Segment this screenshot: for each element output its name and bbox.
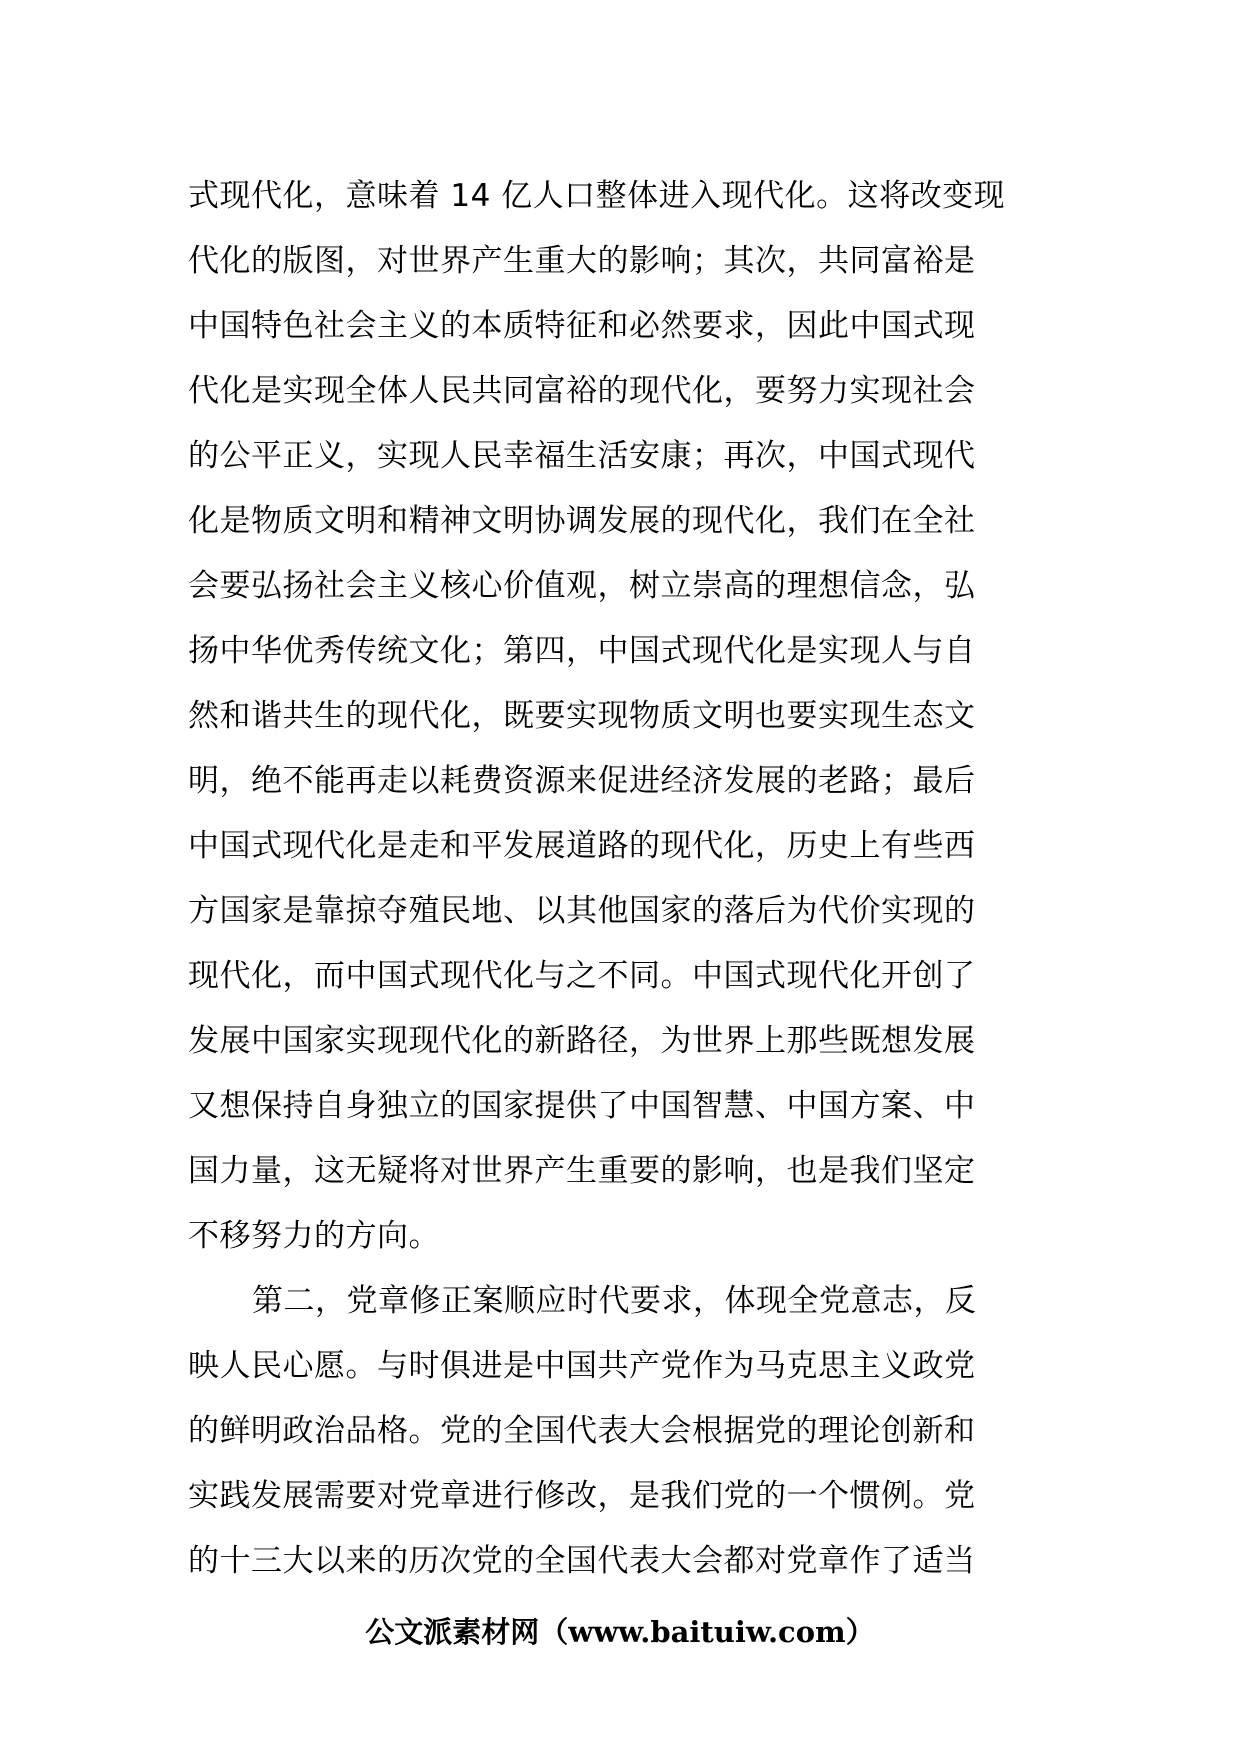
text-line: 明，绝不能再走以耗费资源来促进经济发展的老路；最后 (188, 763, 976, 799)
text-line: 代化是实现全体人民共同富裕的现代化，要努力实现社会 (188, 373, 976, 409)
text-line: 的十三大以来的历次党的全国代表大会都对党章作了适当 (188, 1543, 976, 1579)
text-line: 方国家是靠掠夺殖民地、以其他国家的落后为代价实现的 (188, 893, 976, 929)
text-line: 的公平正义，实现人民幸福生活安康；再次，中国式现代 (188, 438, 976, 474)
text-line: 国力量，这无疑将对世界产生重要的影响，也是我们坚定 (188, 1153, 976, 1189)
text-line: 又想保持自身独立的国家提供了中国智慧、中国方案、中 (188, 1088, 976, 1124)
text-line: 发展中国家实现现代化的新路径，为世界上那些既想发展 (188, 1023, 976, 1059)
body-text (188, 164, 1058, 1594)
paragraph-start-line: 第二，党章修正案顺应时代要求，体现全党意志，反 (252, 1283, 977, 1319)
site-footer: 公文派素材网（www.baituiw.com） (365, 1615, 875, 1649)
text-line: 化是物质文明和精神文明协调发展的现代化，我们在全社 (188, 503, 976, 539)
text-line: 中国特色社会主义的本质特征和必然要求，因此中国式现 (188, 308, 976, 344)
text-line: 会要弘扬社会主义核心价值观，树立崇高的理想信念，弘 (188, 568, 976, 604)
text-line: 中国式现代化是走和平发展道路的现代化，历史上有些西 (188, 828, 976, 864)
text-line: 扬中华优秀传统文化；第四，中国式现代化是实现人与自 (188, 633, 976, 669)
text-line: 的鲜明政治品格。党的全国代表大会根据党的理论创新和 (188, 1413, 976, 1449)
text-line: 代化的版图，对世界产生重大的影响；其次，共同富裕是 (188, 243, 976, 279)
text-line: 现代化，而中国式现代化与之不同。中国式现代化开创了 (188, 958, 976, 994)
text-line: 然和谐共生的现代化，既要实现物质文明也要实现生态文 (188, 698, 976, 734)
text-line: 映人民心愿。与时俱进是中国共产党作为马克思主义政党 (188, 1348, 976, 1384)
text-line: 不移努力的方向。 (188, 1218, 440, 1254)
text-line: 式现代化，意味着 14 亿人口整体进入现代化。这将改变现 (188, 178, 1006, 214)
text-line: 实践发展需要对党章进行修改，是我们党的一个惯例。党 (188, 1478, 976, 1514)
